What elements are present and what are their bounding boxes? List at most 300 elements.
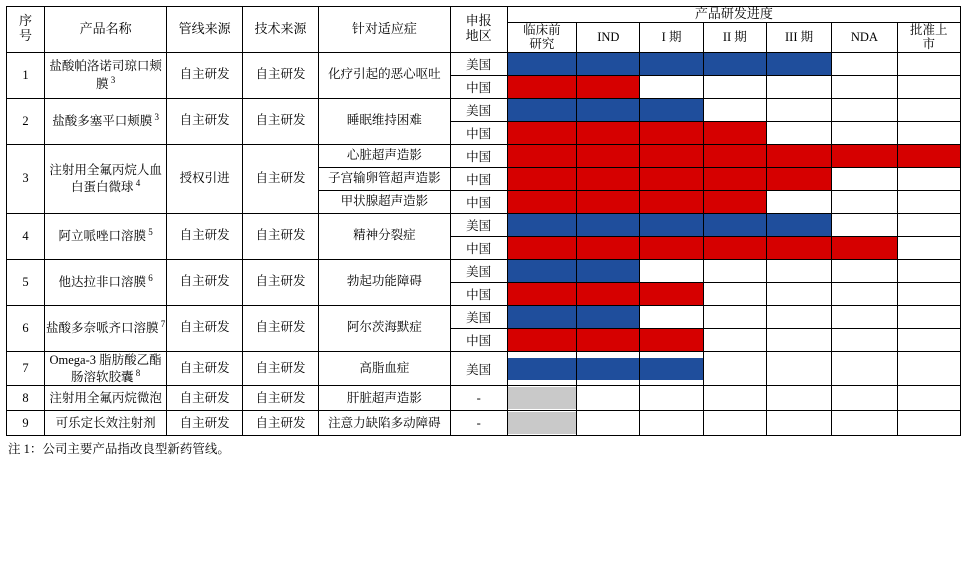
progress-empty — [767, 306, 831, 328]
row-index: 5 — [7, 259, 45, 305]
progress-cell — [577, 75, 640, 98]
indication-cell: 化疗引起的恶心呕吐 — [318, 52, 450, 98]
product-name-cell: 盐酸多奈哌齐口溶膜 $^7$ — [44, 305, 166, 351]
product-name-cell: 阿立哌唑口溶膜 $^5$ — [44, 213, 166, 259]
footnote-marker: 8 — [133, 367, 141, 378]
header-index-line2: 号 — [18, 28, 32, 44]
progress-empty — [898, 76, 960, 98]
progress-cell — [507, 190, 577, 213]
progress-fill — [640, 191, 702, 213]
progress-empty — [832, 358, 896, 380]
progress-cell — [897, 305, 960, 328]
header-tech-source: 技术来源 — [243, 7, 319, 53]
progress-cell — [640, 190, 703, 213]
header-stage-preclinical-line2: 研究 — [529, 37, 555, 52]
progress-cell — [766, 167, 831, 190]
region-cell: 中国 — [450, 121, 507, 144]
progress-empty — [898, 358, 960, 380]
progress-cell — [832, 167, 897, 190]
progress-cell — [577, 52, 640, 75]
progress-fill — [508, 260, 577, 282]
header-region — [450, 7, 507, 53]
product-name-cell: 可乐定长效注射剂 — [44, 411, 166, 436]
footnote-marker: 3 — [152, 112, 159, 123]
progress-empty — [704, 283, 766, 305]
row-index: 6 — [7, 305, 45, 351]
progress-fill — [704, 168, 766, 190]
progress-empty — [898, 237, 960, 259]
progress-cell — [703, 144, 766, 167]
progress-empty — [704, 387, 766, 409]
progress-cell — [766, 328, 831, 351]
progress-cell — [703, 411, 766, 436]
progress-empty — [704, 260, 766, 282]
table-row — [7, 411, 961, 436]
progress-cell — [897, 351, 960, 386]
progress-empty — [898, 387, 960, 409]
progress-fill — [577, 283, 639, 305]
progress-fill — [767, 214, 831, 236]
progress-fill — [640, 122, 702, 144]
progress-fill — [640, 145, 702, 167]
region-cell: 中国 — [450, 282, 507, 305]
region-cell: 美国 — [450, 52, 507, 75]
progress-empty — [832, 412, 896, 434]
progress-fill — [832, 237, 896, 259]
progress-fill — [767, 53, 831, 75]
progress-empty — [898, 122, 960, 144]
progress-fill — [767, 145, 831, 167]
progress-fill — [508, 191, 577, 213]
pipeline-source-cell: 自主研发 — [167, 351, 243, 386]
progress-cell — [703, 75, 766, 98]
progress-empty — [767, 358, 831, 380]
header-stage-phase1: I 期 — [640, 22, 703, 52]
table-row — [7, 259, 961, 282]
progress-empty — [832, 329, 896, 351]
table-row — [7, 386, 961, 411]
progress-fill — [767, 237, 831, 259]
progress-empty — [898, 99, 960, 121]
header-region-line2: 地区 — [465, 28, 492, 44]
progress-fill — [508, 168, 577, 190]
progress-fill — [577, 237, 639, 259]
progress-fill — [508, 214, 577, 236]
progress-empty — [832, 214, 896, 236]
region-cell: 中国 — [450, 328, 507, 351]
progress-cell — [640, 213, 703, 236]
progress-empty — [832, 99, 896, 121]
pipeline-source-cell: 自主研发 — [167, 213, 243, 259]
progress-fill — [508, 358, 577, 380]
tech-source-cell: 自主研发 — [243, 411, 319, 436]
region-cell: 中国 — [450, 167, 507, 190]
progress-fill — [577, 76, 639, 98]
progress-fill — [577, 53, 639, 75]
progress-fill — [508, 145, 577, 167]
pipeline-source-cell: 授权引进 — [167, 144, 243, 213]
progress-cell — [766, 411, 831, 436]
progress-cell — [832, 328, 897, 351]
progress-empty — [704, 99, 766, 121]
table-row — [7, 305, 961, 328]
progress-cell — [897, 259, 960, 282]
region-cell: 美国 — [450, 351, 507, 386]
row-index: 9 — [7, 411, 45, 436]
header-index-line1: 序 — [18, 13, 32, 29]
tech-source-cell: 自主研发 — [243, 386, 319, 411]
indication-cell: 精神分裂症 — [318, 213, 450, 259]
progress-empty — [640, 76, 702, 98]
region-cell: 中国 — [450, 236, 507, 259]
indication-cell: 睡眠维持困难 — [318, 98, 450, 144]
progress-fill — [508, 122, 577, 144]
progress-fill — [704, 145, 766, 167]
progress-empty — [898, 53, 960, 75]
pipeline-source-cell: 自主研发 — [167, 386, 243, 411]
pipeline-source-cell: 自主研发 — [167, 52, 243, 98]
progress-cell — [766, 236, 831, 259]
product-name-cell: 注射用全氟丙烷微泡 — [44, 386, 166, 411]
progress-cell — [703, 328, 766, 351]
progress-fill — [577, 191, 639, 213]
progress-cell — [507, 236, 577, 259]
progress-fill — [508, 76, 577, 98]
indication-cell: 肝脏超声造影 — [318, 386, 450, 411]
progress-cell — [703, 121, 766, 144]
row-index: 1 — [7, 52, 45, 98]
progress-cell — [766, 144, 831, 167]
indication-cell: 注意力缺陷多动障碍 — [318, 411, 450, 436]
progress-fill — [508, 99, 577, 121]
progress-empty — [832, 283, 896, 305]
indication-cell: 阿尔茨海默症 — [318, 305, 450, 351]
progress-fill — [577, 214, 639, 236]
header-index — [7, 7, 45, 53]
progress-empty — [832, 260, 896, 282]
progress-cell — [507, 282, 577, 305]
progress-cell — [897, 144, 960, 167]
header-stage-approval-line2: 市 — [922, 37, 936, 52]
progress-fill — [640, 53, 702, 75]
progress-cell — [507, 305, 577, 328]
footnote: 注 1：公司主要产品指改良型新药管线。 — [8, 442, 230, 457]
progress-cell — [703, 282, 766, 305]
progress-fill — [577, 122, 639, 144]
indication-cell: 心脏超声造影 — [318, 144, 450, 167]
tech-source-cell: 自主研发 — [243, 52, 319, 98]
progress-cell — [577, 213, 640, 236]
product-name-cell: 注射用全氟丙烷人血白蛋白微球 $^4$ — [44, 144, 166, 213]
region-cell: 中国 — [450, 144, 507, 167]
progress-fill — [508, 306, 577, 328]
progress-fill — [704, 237, 766, 259]
progress-cell — [577, 351, 640, 386]
progress-fill — [577, 145, 639, 167]
progress-fill — [704, 53, 766, 75]
progress-fill — [640, 214, 702, 236]
progress-cell — [832, 144, 897, 167]
progress-cell — [703, 305, 766, 328]
row-index: 7 — [7, 351, 45, 386]
header-stage-ind: IND — [577, 22, 640, 52]
footnote-marker: 7 — [158, 319, 166, 330]
progress-cell — [703, 98, 766, 121]
product-name-cell: Omega-3 脂肪酸乙酯肠溶软胶囊 $^8$ — [44, 351, 166, 386]
tech-source-cell: 自主研发 — [243, 213, 319, 259]
progress-empty — [898, 260, 960, 282]
progress-empty — [577, 387, 639, 409]
progress-cell — [897, 282, 960, 305]
progress-cell — [640, 411, 703, 436]
progress-fill — [508, 412, 577, 434]
progress-cell — [766, 259, 831, 282]
progress-cell — [766, 213, 831, 236]
progress-cell — [640, 328, 703, 351]
progress-cell — [832, 213, 897, 236]
progress-cell — [640, 98, 703, 121]
progress-cell — [832, 305, 897, 328]
table-row — [7, 98, 961, 121]
progress-cell — [640, 75, 703, 98]
footnote-marker: 5 — [145, 227, 153, 238]
indication-cell: 甲状腺超声造影 — [318, 190, 450, 213]
progress-fill — [577, 358, 639, 380]
progress-cell — [703, 213, 766, 236]
row-index: 2 — [7, 98, 45, 144]
progress-cell — [507, 52, 577, 75]
progress-cell — [832, 351, 897, 386]
progress-empty — [704, 306, 766, 328]
header-pipeline-source: 管线来源 — [167, 7, 243, 53]
tech-source-cell: 自主研发 — [243, 144, 319, 213]
region-cell: 美国 — [450, 98, 507, 121]
table-header — [7, 7, 961, 53]
region-cell: 美国 — [450, 259, 507, 282]
header-stage-approval-line1: 批准上 — [910, 22, 948, 37]
progress-empty — [704, 76, 766, 98]
pipeline-source-cell: 自主研发 — [167, 305, 243, 351]
progress-cell — [832, 386, 897, 411]
progress-cell — [703, 190, 766, 213]
progress-fill — [577, 99, 639, 121]
header-region-line1: 申报 — [465, 13, 492, 29]
footnote-marker: 6 — [145, 273, 153, 284]
progress-cell — [766, 305, 831, 328]
progress-empty — [767, 122, 831, 144]
progress-cell — [897, 328, 960, 351]
progress-fill — [832, 145, 896, 167]
progress-empty — [832, 53, 896, 75]
indication-cell: 子宫输卵管超声造影 — [318, 167, 450, 190]
progress-cell — [640, 236, 703, 259]
progress-cell — [577, 167, 640, 190]
progress-fill — [577, 306, 639, 328]
progress-cell — [832, 282, 897, 305]
tech-source-cell: 自主研发 — [243, 351, 319, 386]
progress-fill — [704, 191, 766, 213]
region-cell: 美国 — [450, 305, 507, 328]
progress-fill — [704, 122, 766, 144]
progress-cell — [640, 167, 703, 190]
indication-cell: 勃起功能障碍 — [318, 259, 450, 305]
progress-empty — [832, 76, 896, 98]
progress-cell — [577, 98, 640, 121]
progress-empty — [640, 387, 702, 409]
product-name-cell: 盐酸多塞平口颊膜 $^3$ — [44, 98, 166, 144]
pipeline-source-cell: 自主研发 — [167, 411, 243, 436]
progress-cell — [577, 144, 640, 167]
row-index: 8 — [7, 386, 45, 411]
progress-cell — [577, 411, 640, 436]
progress-fill — [640, 329, 702, 351]
table-row — [7, 144, 961, 167]
progress-cell — [640, 144, 703, 167]
progress-fill — [508, 283, 577, 305]
progress-empty — [832, 387, 896, 409]
progress-empty — [832, 168, 896, 190]
progress-cell — [577, 305, 640, 328]
progress-cell — [703, 259, 766, 282]
progress-empty — [640, 306, 702, 328]
progress-cell — [897, 121, 960, 144]
table-row — [7, 213, 961, 236]
progress-cell — [577, 236, 640, 259]
progress-cell — [507, 411, 577, 436]
progress-fill — [508, 387, 577, 409]
header-stage-preclinical — [507, 22, 577, 52]
progress-cell — [577, 259, 640, 282]
pipeline-source-cell: 自主研发 — [167, 259, 243, 305]
progress-cell — [640, 259, 703, 282]
progress-empty — [898, 168, 960, 190]
region-cell: - — [450, 411, 507, 436]
progress-cell — [507, 213, 577, 236]
progress-fill — [508, 329, 577, 351]
progress-cell — [703, 351, 766, 386]
progress-cell — [577, 328, 640, 351]
region-cell: 中国 — [450, 75, 507, 98]
progress-fill — [640, 283, 702, 305]
header-stage-phase3: III 期 — [766, 22, 831, 52]
progress-cell — [832, 52, 897, 75]
progress-cell — [832, 259, 897, 282]
progress-cell — [507, 121, 577, 144]
progress-empty — [898, 191, 960, 213]
progress-cell — [832, 98, 897, 121]
progress-cell — [897, 98, 960, 121]
progress-empty — [832, 122, 896, 144]
progress-empty — [577, 412, 639, 434]
progress-fill — [640, 168, 702, 190]
progress-cell — [640, 351, 703, 386]
progress-empty — [898, 214, 960, 236]
progress-empty — [898, 412, 960, 434]
progress-cell — [897, 75, 960, 98]
progress-cell — [897, 52, 960, 75]
pipeline-source-cell: 自主研发 — [167, 98, 243, 144]
progress-empty — [767, 260, 831, 282]
product-name-cell: 盐酸帕洛诺司琼口颊膜 $^3$ — [44, 52, 166, 98]
progress-empty — [640, 412, 702, 434]
progress-cell — [832, 75, 897, 98]
progress-cell — [640, 121, 703, 144]
progress-cell — [507, 386, 577, 411]
header-stage-nda: NDA — [832, 22, 897, 52]
header-indication: 针对适应症 — [318, 7, 450, 53]
table-row — [7, 52, 961, 75]
progress-cell — [507, 328, 577, 351]
progress-fill — [704, 214, 766, 236]
progress-empty — [767, 283, 831, 305]
progress-empty — [898, 306, 960, 328]
progress-cell — [766, 386, 831, 411]
progress-cell — [507, 351, 577, 386]
progress-empty — [898, 329, 960, 351]
progress-cell — [640, 52, 703, 75]
progress-cell — [703, 167, 766, 190]
progress-cell — [507, 75, 577, 98]
progress-cell — [507, 259, 577, 282]
progress-fill — [640, 237, 702, 259]
header-stage-phase2: II 期 — [703, 22, 766, 52]
header-stage-approval — [897, 22, 960, 52]
progress-cell — [897, 236, 960, 259]
progress-cell — [766, 75, 831, 98]
region-cell: - — [450, 386, 507, 411]
progress-fill — [577, 329, 639, 351]
header-row-1 — [7, 7, 961, 23]
progress-fill — [577, 168, 639, 190]
progress-empty — [767, 99, 831, 121]
progress-cell — [897, 411, 960, 436]
progress-cell — [507, 144, 577, 167]
progress-empty — [767, 387, 831, 409]
progress-cell — [766, 282, 831, 305]
progress-cell — [507, 98, 577, 121]
progress-cell — [766, 351, 831, 386]
tech-source-cell: 自主研发 — [243, 305, 319, 351]
progress-cell — [640, 282, 703, 305]
progress-cell — [640, 386, 703, 411]
progress-cell — [832, 411, 897, 436]
progress-empty — [767, 329, 831, 351]
tech-source-cell: 自主研发 — [243, 98, 319, 144]
progress-empty — [640, 260, 702, 282]
progress-cell — [577, 386, 640, 411]
progress-fill — [508, 237, 577, 259]
progress-cell — [766, 52, 831, 75]
header-stage-preclinical-line1: 临床前 — [523, 22, 561, 37]
progress-fill — [577, 260, 639, 282]
table-body — [7, 52, 961, 436]
tech-source-cell: 自主研发 — [243, 259, 319, 305]
product-name-cell: 他达拉非口溶膜 $^6$ — [44, 259, 166, 305]
progress-cell — [897, 167, 960, 190]
progress-cell — [703, 386, 766, 411]
progress-cell — [897, 190, 960, 213]
progress-cell — [766, 98, 831, 121]
progress-cell — [507, 167, 577, 190]
progress-empty — [898, 283, 960, 305]
indication-cell: 高脂血症 — [318, 351, 450, 386]
progress-empty — [832, 306, 896, 328]
progress-cell — [640, 305, 703, 328]
progress-fill — [767, 168, 831, 190]
progress-empty — [704, 412, 766, 434]
progress-cell — [703, 52, 766, 75]
progress-fill — [508, 53, 577, 75]
